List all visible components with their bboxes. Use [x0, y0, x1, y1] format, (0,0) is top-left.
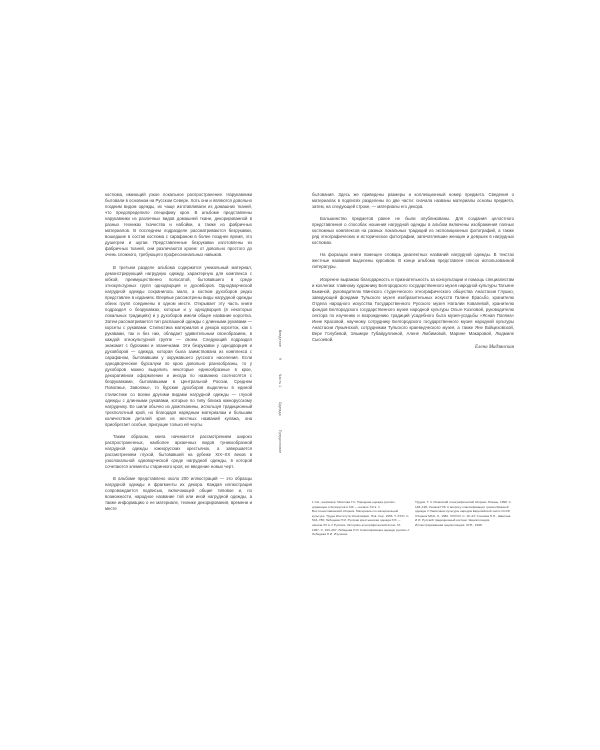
footnote: Трудов. Т. 3. Рязанский этнографический сборник. Рязань, 1998. С. 183–196; Ушаков Н.В. К вопросу классификации туникообразной одежды // Памятники культуры народов Европейской части СССР. Сборник МАЭ. Л., 1982. XXXVIII. С. 10–23; Соснина Н.Н., Шангина И.И. Русский традиционный костюм. Энциклопедия. Иллюстрированная энциклопедия. СПб., 1998.	[415, 500, 512, 527]
paragraph: Искренне выражаю благодарность и признательность за консультации и помощь специалистам и коллегам: главному художнику Белгородского государственного музея народной культуры Татьяне Быкиной, руководителю Минского студенческого этнографического общества Анастасии Глушко, заведующей фондами Тульского музея изобразительных искусств Галине Ерасьбо, хранителю Отдела народного искусства Государственного Русского музея Наталии Ковалевой, хранителю фондов Белгородского государственного музея народной культуры Ольге Козловой, руководителю сектора по изучению и возрождению традиций усадебного быта музея-усадьбы «Ясная Поляна» Инне Красовой, научному сотруднику Белгородского государственного музея народной культуры Анастасии Лукьянской, сотрудникам Тульского краеведческого музея, а также Яне Войцеховской, Вере Голубевой, Эльмире Губайдуллиной, Алене Любимовой, Марине Макаровой, Людмиле Сысоевой.	[312, 276, 514, 342]
running-head-item: Одежда	[278, 402, 282, 416]
running-head-item: Введение	[278, 330, 282, 347]
footnote: 1 См., например: Маслова Г.С. Народная одежда русских, украинцев и белорусов в XIX — начале XX в. // Восточнославянский сборник. Материалы по материальной культуре. Труды Института Этнографии. Нов. Сер. 1956. Т. XXXI. С. 543–786; Лебедева Н.И. Русская крестьянская одежда XIX — начала XX в. // Русские. Историко-этнографический атлас. М., 1967. С. 193–267; Лебедева Н.И. Классификация одежды русских // Лебедева Н.И. Изучение	[312, 500, 410, 537]
left-text-column	[105, 192, 252, 518]
paragraph: В третьем разделе альбома содержится уникальный материал, демонстрирующий нагрудную одежду, характерную для комплекса с юбкой, преимущественно полосатой, бытовавшего в среде этнокультурных групп однодворцев и духовборов. Однодворческой нагрудной одежды сохранилось мало, а костюм духоборов редко представлен в изданиях. Впервые рассмотрены виды нагрудной одежды обеих групп соединены в одном месте. Открывает эту часть книги подраздел о безрукавках, которые и у однодворцев (в некоторых локальных традициях) и у духоборов имели общее название корсетка. Затем рассматривается тип распашной одежды с длинными рукавами — корсеты с рукавами. Стилистика материалов и декора корсеток, как с рукавами, так и без них, обладает удивительным своеобразием, в каждой этнокультурной группе — своем. Следующий подраздел знакомит с бурскими и эпанечками. Эти безрукавки у однодворцев и духовборов — одежда, которая была заимствована из комплекса с сарафаном, бытовавшим у окружавшего русского населения. Если однодворческие бурсалуки по крою довольно разнообразны, то у духоборов можно выделить некоторые единообразные в крое, декоративном оформлении и иногда по названию соотносятся с безрукавками, бытовавшими в Центральной России, Среднем Поволжье, Заволжье, то бурские духоборов выделены в единой стилистике со всеми другими видами нагрудной одежды — глухой одежды с длинными рукавами, которые по типу близка южнорусскому нагруднику. Ее шили обычно из домотканины, используя традиционный трехполотный крой, но благодаря нарядным материалам и большим количеством деталей кроя из местных названий кулажа, она приобретает особые, присущие только ей черты.	[105, 264, 252, 427]
running-head-item: 9	[278, 358, 282, 361]
paragraph: Таким образом, книга начинается рассмотрением широко распространенных, наиболее архаичных видов туникообразной нагрудной одежды южнорусских крестьянок, а завершается рассмотрением глухой, бытовавшей на рубеже XIX–XX веков в узколокальной одноворческой среде нагрудной одежды, в которой сочетаются элементы старинного кроя, ее введение новых черт.	[105, 433, 252, 470]
right-text-column	[312, 192, 514, 351]
running-head-item: Часть 1	[278, 374, 282, 388]
running-head-item: Предисловие	[278, 430, 282, 454]
footnotes-left	[312, 500, 410, 537]
author-signature: Елена Мадзянская	[475, 345, 514, 351]
running-head	[278, 330, 302, 490]
paragraph: Большинство предметов ранее не были опубликованы. Для создания целостного представления о способах ношения нагрудной одежды в альбом включены изображения полных костюмных комплексов на разных локальных традиций из экспозиционных фотографий, а также ряд этнографических и историческое фотографии, запечатлевшие женщин и девушек в нагрудных костюмах.	[312, 216, 514, 246]
paragraph: На форзацах книги помещен словарь диалектных названий нагрудной одежды. В текстах жестные названия выделены курсивом. В конце альбома представлен список использованной литературы.	[312, 252, 514, 270]
footnotes-right	[415, 500, 513, 528]
paragraph: костюма, имеющий узкое локальное распространение. Нарукавники бытовали в основном на Русском Севере. Хоть они и являются довольно поздним видом одежды, их чаще изготавливали из домашних тканей, что предопределило специфику кроя. В альбоме представлены нарукавники из различных видов домашней ткани, декорированной в разных техниках ткачества и набойки, а также из фабричных материалов. В последнем подразделе рассматриваются безрукавки, вошедшие в состав костюма с сарафаном в более позднее время, это душегреи и шугаи. Представленные безрукавки изготовлены из фабричных тканей, они различаются кроем: от довольно простого до очень сложного, требующего профессиональных навыков.	[105, 192, 252, 258]
paragraph: В альбоме представлено около 200 иллюстраций — это образцы нагрудной одежды и фрагменты их декора. Каждая иллюстрация сопровождается подписью, включающей общие типовое и, по возможности, народное название той или иной нагрудной одежды, а также информацию о ее материале, технике декорирования, времени и месте	[105, 476, 252, 512]
paragraph: бытования. Здесь же приведены размеры и коллекционный номер предмета. Сведения о материалах в подписях разделены по две части: сначала названы материалы основы предмета, затем, на следующей строке, — материалы его декора.	[312, 192, 514, 210]
